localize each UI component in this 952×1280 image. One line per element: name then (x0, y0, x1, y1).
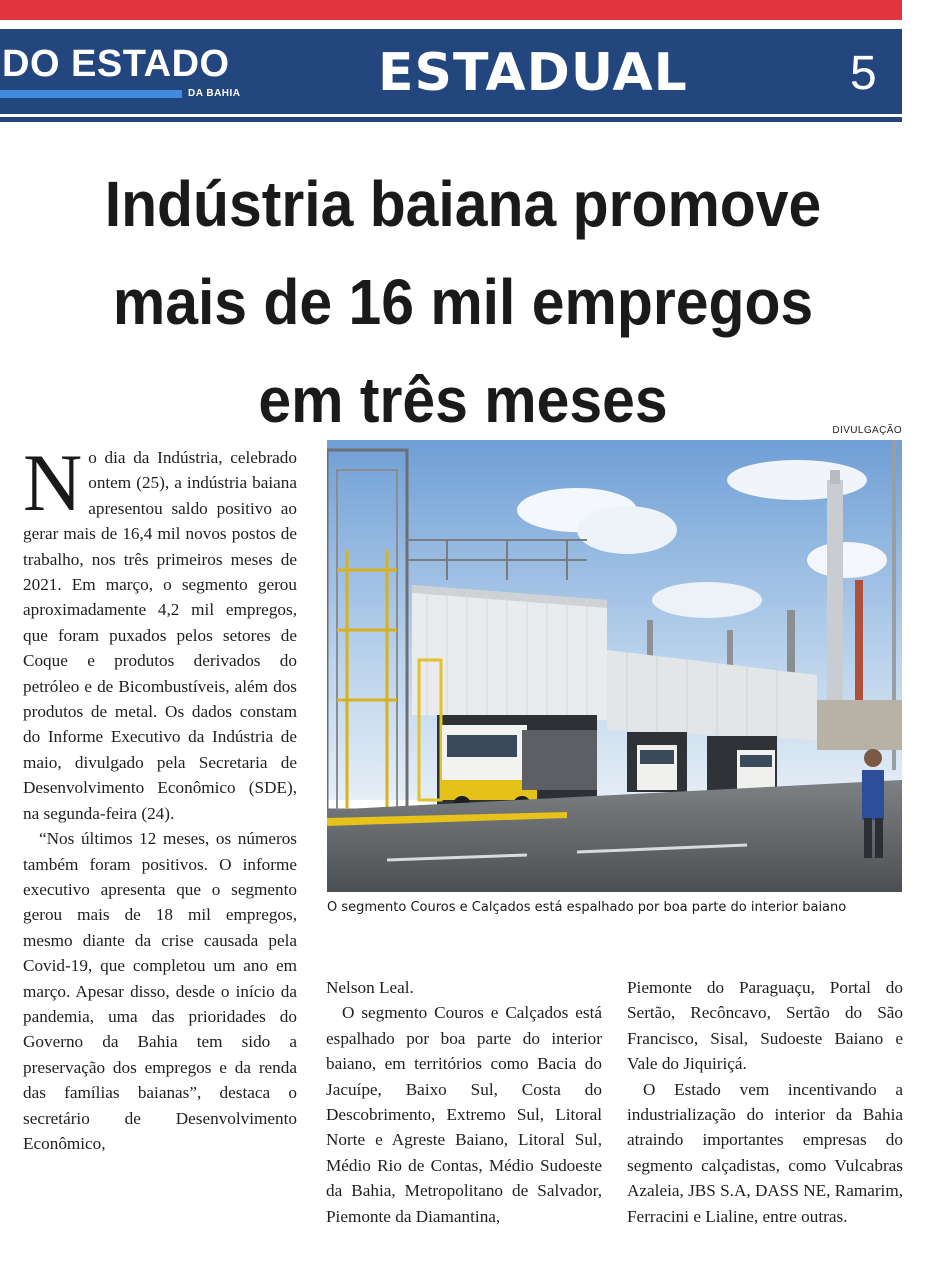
photo-caption: O segmento Couros e Calçados está espalhado por boa parte do interior baiano (327, 900, 847, 915)
headline-line: em três meses (258, 364, 668, 436)
paragraph-text: o dia da Indústria, celebrado ontem (25), a indústria baiana apresentou saldo positivo ao gerar mais de 16,4 mil novos postos de trabalho, nos três primeiros meses de 2021. Em março, o segmento gerou aproximadamente 4,2 mil empregos, que foram puxados pelos setores de Coque e produtos derivados do petróleo e de Bicombustíveis, além dos produtos de metal. Os dados constam do Informe Executivo da Indústria de maio, divulgado pela Secretaria de Desenvolvimento Econômico (SDE), na segunda-feira (24). (23, 448, 297, 823)
article-column-3 (627, 975, 903, 1229)
photo-credit: DIVULGAÇÃO (832, 425, 902, 436)
article-paragraph: “Nos últimos 12 meses, os números também foram positivos. O informe executivo apresenta que o segmento gerou mais de 18 mil empregos, mesmo diante da crise causada pela Covid-19, que completou um ano em março. Apesar disso, desde o início da pandemia, uma das prioridades do Governo da Bahia tem sido a preservação dos empregos e da renda das famílias baianas”, destaca o secretário de Desenvolvimento Econômico, (23, 829, 297, 1153)
section-title: ESTADUAL (378, 43, 688, 103)
article-paragraph: Piemonte do Paraguaçu, Portal do Sertão, Recôncavo, Sertão do São Francisco, Sisal, Sudoeste Baiano e Vale do Jiquiriçá. (627, 978, 903, 1074)
headline-line: Indústria baiana promove (104, 168, 822, 240)
logo-accent-bar (0, 90, 182, 98)
headline-line: mais de 16 mil empregos (112, 266, 814, 338)
article-photo (327, 440, 902, 892)
article-column-2 (326, 975, 602, 1229)
article-column-1 (23, 437, 297, 1156)
article-paragraph (23, 437, 297, 826)
article-headline (65, 155, 862, 449)
drop-cap: N (23, 437, 83, 528)
page-number: 5 (850, 47, 877, 100)
newspaper-logo-subtitle: DA BAHIA (188, 88, 241, 99)
article-paragraph: O segmento Couros e Calçados está espalhado por boa parte do interior baiano, em territórios como Bacia do Jacuípe, Baixo Sul, Costa do Descobrimento, Extremo Sul, Litoral Norte e Agreste Baiano, Litoral Sul, Médio Rio de Contas, Médio Sudoeste da Bahia, Metropolitano de Salvador, Piemonte da Diamantina, (326, 1003, 602, 1226)
article-paragraph: O Estado vem incentivando a industrialização do interior da Bahia atraindo importantes empresas do segmento calçadistas, como Vulcabras Azaleia, JBS S.A, DASS NE, Ramarim, Ferracini e Lialine, entre outras. (627, 1079, 903, 1226)
article-paragraph: Nelson Leal. (326, 978, 414, 997)
top-red-stripe (0, 0, 902, 20)
masthead-underline (0, 117, 902, 122)
newspaper-logo: DO ESTADO (2, 43, 230, 85)
